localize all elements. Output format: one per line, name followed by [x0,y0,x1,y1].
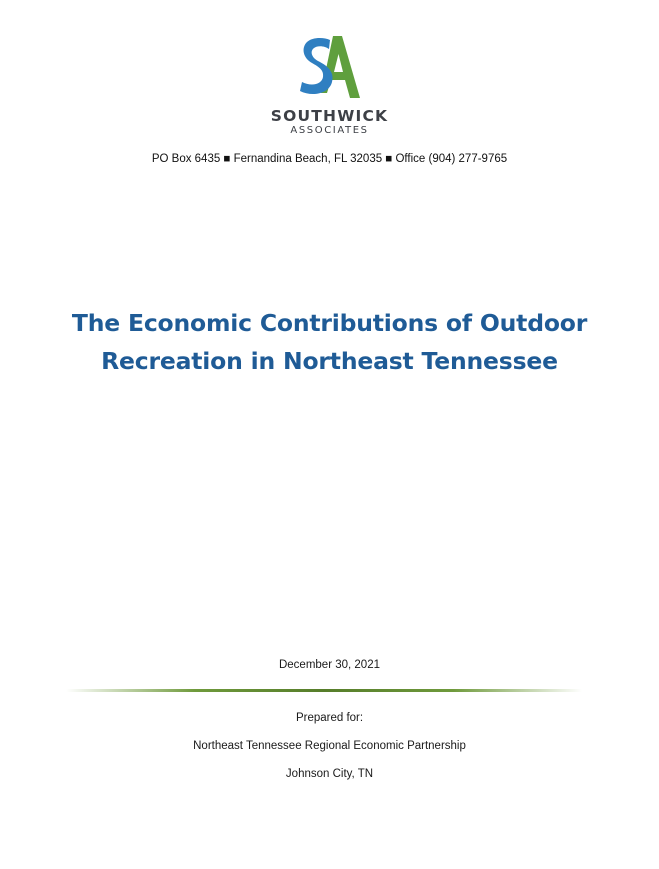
southwick-sa-logo-icon [290,34,370,100]
logo-company-subtitle: ASSOCIATES [290,125,369,136]
report-title [40,304,619,380]
company-address: PO Box 6435 ■ Fernandina Beach, FL 32035 ■ Office (904) 277-9765 [151,153,508,165]
logo-company-name: SOUTHWICK [270,107,389,125]
report-title-line-2: Recreation in Northeast Tennessee [101,347,558,375]
client-location: Johnson City, TN [285,768,374,780]
report-title-line-1: The Economic Contributions of Outdoor [71,309,588,337]
client-organization: Northeast Tennessee Regional Economic Partnership [193,740,466,752]
report-date: December 30, 2021 [278,659,380,671]
company-logo [0,34,659,137]
prepared-for-label: Prepared for: [295,712,364,724]
section-divider [66,689,582,692]
